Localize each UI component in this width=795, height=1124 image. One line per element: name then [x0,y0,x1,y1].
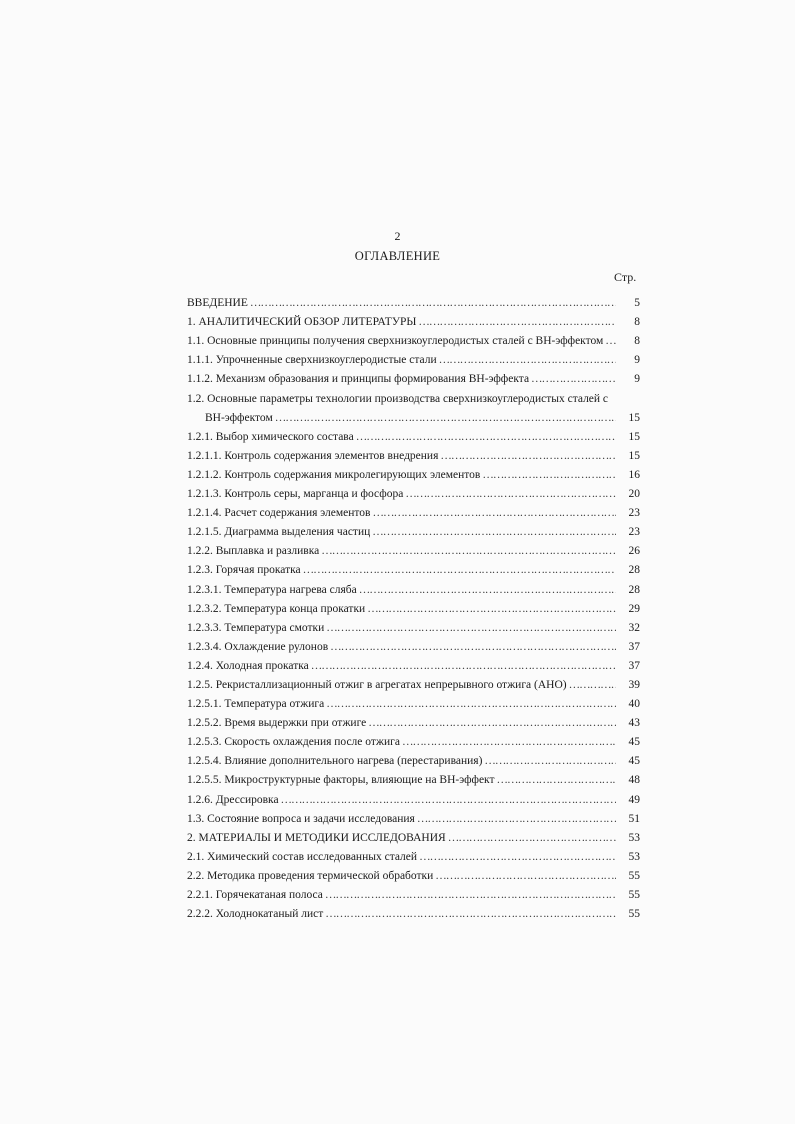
toc-entry-page: 32 [628,621,640,634]
toc-entry-title: 2.2.2. Холоднокатаный лист [187,908,324,921]
toc-entry [187,328,640,347]
toc-entry-page: 15 [628,449,640,462]
toc-entry-title: 1.2.3.4. Охлаждение рулонов [187,640,329,653]
toc-dot-leader [448,832,616,844]
toc-dot-leader [275,412,616,424]
toc-entry-page: 8 [634,316,640,329]
toc-entry-title: 1.2.5.3. Скорость охлаждения после отжига [187,736,400,749]
toc-dot-leader [484,755,616,767]
toc-entry-page: 23 [628,507,640,520]
toc-entry-title: 1.1.2. Механизм образования и принципы формирования ВН-эффекта [187,373,530,386]
toc-entry [187,863,640,882]
toc-entry [187,844,640,863]
toc-entry [187,366,640,385]
toc-entry-title: 1.2.1.4. Расчет содержания элементов [187,507,371,520]
toc-entry-page: 45 [628,736,640,749]
toc-entry [187,825,640,844]
toc-entry-title: 2. МАТЕРИАЛЫ И МЕТОДИКИ ИССЛЕДОВАНИЯ [187,831,446,844]
toc-dot-leader [250,297,616,309]
toc-entry-page: 37 [628,640,640,653]
toc-dot-leader [325,908,616,920]
toc-entry-title: 1.2.3.1. Температура нагрева сляба [187,583,357,596]
toc-dot-leader [418,316,616,328]
page-column-header: Стр. [614,270,637,284]
toc-entry-title: 1.2.1.3. Контроль серы, марганца и фосфора [187,488,404,501]
toc-entry-page: 49 [628,793,640,806]
toc-entry-page: 16 [628,468,640,481]
toc-entry-page: 28 [628,583,640,596]
toc-entry-page: 39 [628,678,640,691]
toc-dot-leader [326,698,616,710]
toc-entry-title: 1.2.3. Горячая прокатка [187,564,301,577]
toc-entry-page: 15 [628,430,640,443]
toc-entry [187,786,640,805]
toc-entry [187,806,640,825]
toc-entry-title: 1.2.5.5. Микроструктурные факторы, влияющие на ВН-эффект [187,774,495,787]
toc-dot-leader [367,603,616,615]
toc-entry-title: 1.2.3.3. Температура смотки [187,621,325,634]
toc-entry [187,767,640,786]
toc-dot-leader [326,622,616,634]
toc-dot-leader [402,736,616,748]
toc-entry-title: ВВЕДЕНИЕ [187,297,248,310]
toc-entry-page: 37 [628,659,640,672]
toc-entry [187,405,640,424]
toc-entry-title: 1.2.5.1. Температура отжига [187,698,325,711]
toc-entry-title: 2.1. Химический состав исследованных сталей [187,850,418,863]
toc-dot-leader [303,564,616,576]
toc-entry [187,576,640,595]
toc-entry-page: 15 [628,411,640,424]
toc-entry [187,710,640,729]
toc-entry [187,634,640,653]
toc-entry-title: 1.1. Основные принципы получения сверхнизкоуглеродистых сталей с ВН-эффектом [187,335,604,348]
toc-entry-page: 51 [628,812,640,825]
toc-dot-leader [435,870,616,882]
toc-entry-page: 9 [634,354,640,367]
toc-entry-title: ВН-эффектом [205,411,273,424]
toc-entry-page: 28 [628,564,640,577]
toc-entry-page: 55 [628,869,640,882]
toc-entry-page: 45 [628,755,640,768]
toc-entry-title: 1.3. Состояние вопроса и задачи исследования [187,812,415,825]
toc-dot-leader [321,545,616,557]
toc-entry [187,596,640,615]
toc-entry [187,481,640,500]
toc-dot-leader [368,717,616,729]
toc-dot-leader [417,813,616,825]
toc-entry-page: 23 [628,526,640,539]
toc-dot-leader [372,526,616,538]
toc-entry-page: 55 [628,908,640,921]
toc-entry-title: 1.2.5.2. Время выдержки при отжиге [187,717,367,730]
toc-entry [187,748,640,767]
toc-entry [187,519,640,538]
toc-entry [187,424,640,443]
toc-entry-title: 1.2. Основные параметры технологии производства сверхнизкоуглеродистых сталей с [187,392,609,405]
toc-entry [187,309,640,328]
toc-dot-leader [405,488,616,500]
toc-entry [187,653,640,672]
table-of-contents [187,290,640,920]
toc-entry [187,901,640,920]
toc-entry [187,691,640,710]
toc-entry-title: 2.2. Методика проведения термической обработки [187,869,434,882]
toc-dot-leader [569,679,616,691]
toc-dot-leader [330,641,616,653]
toc-dot-leader [440,450,616,462]
toc-entry [187,290,640,309]
toc-entry-title: 1.2.6. Дрессировка [187,793,279,806]
toc-entry [187,538,640,557]
toc-entry-page: 29 [628,602,640,615]
toc-entry-title: 1.1.1. Упрочненные сверхнизкоуглеродистые стали [187,354,437,367]
toc-entry-page: 53 [628,831,640,844]
toc-entry-page: 55 [628,889,640,901]
toc-dot-leader [281,794,616,806]
toc-dot-leader [359,584,616,596]
toc-entry-page: 9 [634,373,640,386]
toc-entry-page: 48 [628,774,640,787]
toc-entry-title: 1.2.1.1. Контроль содержания элементов внедрения [187,449,439,462]
toc-entry-page: 53 [628,850,640,863]
toc-entry [187,385,640,404]
toc-entry-title: 1.2.1. Выбор химического состава [187,430,354,443]
toc-dot-leader [372,507,616,519]
toc-entry [187,672,640,691]
toc-entry-title: 1.2.1.5. Диаграмма выделения частиц [187,526,371,539]
toc-entry [187,729,640,748]
toc-entry-page: 5 [634,297,640,310]
toc-entry-page: 40 [628,698,640,711]
toc-dot-leader [482,469,616,481]
toc-entry-title: 1.2.1.2. Контроль содержания микролегирующих элементов [187,468,481,481]
toc-entry [187,557,640,576]
toc-entry-title: 1.2.4. Холодная прокатка [187,659,309,672]
toc-entry-title: 2.2.1. Горячекатаная полоса [187,889,323,901]
toc-entry [187,500,640,519]
page-number: 2 [394,229,401,243]
toc-dot-leader [311,660,616,672]
toc-dot-leader [356,431,616,443]
toc-entry-title: 1.2.2. Выплавка и разливка [187,545,320,558]
toc-dot-leader [419,851,616,863]
toc-entry [187,882,640,901]
toc-entry [187,443,640,462]
toc-entry [187,347,640,366]
toc-entry-title: 1. АНАЛИТИЧЕСКИЙ ОБЗОР ЛИТЕРАТУРЫ [187,316,417,329]
toc-entry [187,615,640,634]
toc-entry-page: 26 [628,545,640,558]
toc-entry-title: 1.2.5. Рекристаллизационный отжиг в агрегатах непрерывного отжига (АНО) [187,678,567,691]
toc-dot-leader [497,774,616,786]
toc-title: ОГЛАВЛЕНИЕ [354,249,441,263]
toc-entry-page: 20 [628,488,640,501]
toc-entry-title: 1.2.5.4. Влияние дополнительного нагрева (перестаривания) [187,755,483,768]
toc-dot-leader [325,889,616,901]
toc-dot-leader [439,354,616,366]
toc-dot-leader [605,335,616,347]
toc-dot-leader [531,373,616,385]
toc-entry-title: 1.2.3.2. Температура конца прокатки [187,602,366,615]
toc-entry [187,462,640,481]
toc-entry-page: 43 [628,717,640,730]
toc-entry-page: 8 [634,335,640,348]
